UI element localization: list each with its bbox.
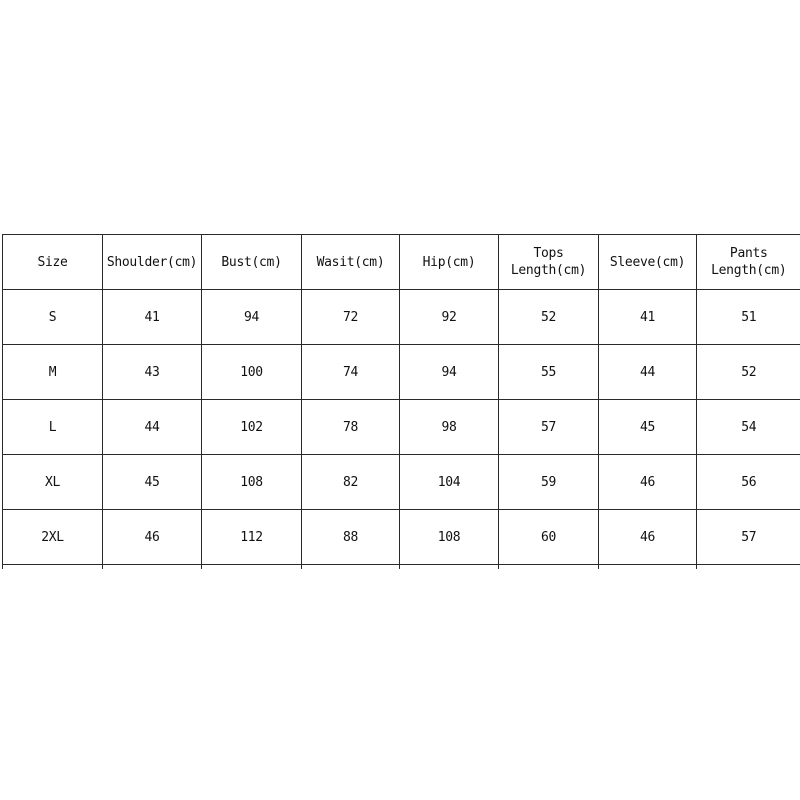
stub-cell — [400, 565, 499, 569]
cell-pants-length: 52 — [697, 345, 800, 400]
cell-sleeve: 41 — [599, 290, 697, 345]
cell-tops-length: 59 — [499, 455, 599, 510]
cell-tops-length: 57 — [499, 400, 599, 455]
cell-waist: 88 — [302, 510, 400, 565]
stub-cell — [697, 565, 800, 569]
cell-shoulder: 46 — [103, 510, 202, 565]
cell-size: M — [3, 345, 103, 400]
cell-bust: 112 — [202, 510, 302, 565]
table-row — [3, 510, 800, 565]
cell-pants-length: 56 — [697, 455, 800, 510]
stub-cell — [103, 565, 202, 569]
header-pants-length: Pants Length(cm) — [697, 235, 800, 290]
cell-pants-length: 51 — [697, 290, 800, 345]
cell-shoulder: 43 — [103, 345, 202, 400]
cell-size: 2XL — [3, 510, 103, 565]
cell-shoulder: 41 — [103, 290, 202, 345]
cell-waist: 72 — [302, 290, 400, 345]
stub-cell — [3, 565, 103, 569]
cell-tops-length: 60 — [499, 510, 599, 565]
stub-cell — [202, 565, 302, 569]
table-body — [3, 290, 800, 569]
cell-bust: 102 — [202, 400, 302, 455]
header-waist: Wasit(cm) — [302, 235, 400, 290]
stub-cell — [499, 565, 599, 569]
cell-hip: 94 — [400, 345, 499, 400]
cell-sleeve: 46 — [599, 510, 697, 565]
cell-sleeve: 44 — [599, 345, 697, 400]
header-sleeve: Sleeve(cm) — [599, 235, 697, 290]
cell-pants-length: 57 — [697, 510, 800, 565]
stub-cell — [302, 565, 400, 569]
cell-sleeve: 45 — [599, 400, 697, 455]
cell-size: XL — [3, 455, 103, 510]
table-row — [3, 455, 800, 510]
cell-tops-length: 55 — [499, 345, 599, 400]
cell-bust: 94 — [202, 290, 302, 345]
cell-bust: 100 — [202, 345, 302, 400]
cell-size: S — [3, 290, 103, 345]
cell-hip: 92 — [400, 290, 499, 345]
table-stub-row — [3, 565, 800, 569]
cell-pants-length: 54 — [697, 400, 800, 455]
cell-shoulder: 45 — [103, 455, 202, 510]
cell-hip: 104 — [400, 455, 499, 510]
header-size: Size — [3, 235, 103, 290]
cell-waist: 78 — [302, 400, 400, 455]
header-hip: Hip(cm) — [400, 235, 499, 290]
cell-shoulder: 44 — [103, 400, 202, 455]
cell-tops-length: 52 — [499, 290, 599, 345]
cell-bust: 108 — [202, 455, 302, 510]
header-shoulder: Shoulder(cm) — [103, 235, 202, 290]
header-tops-length: Tops Length(cm) — [499, 235, 599, 290]
table-row — [3, 345, 800, 400]
table-row — [3, 290, 800, 345]
cell-hip: 108 — [400, 510, 499, 565]
header-row — [3, 235, 800, 290]
cell-sleeve: 46 — [599, 455, 697, 510]
cell-waist: 74 — [302, 345, 400, 400]
cell-hip: 98 — [400, 400, 499, 455]
header-bust: Bust(cm) — [202, 235, 302, 290]
table-row — [3, 400, 800, 455]
stub-cell — [599, 565, 697, 569]
cell-size: L — [3, 400, 103, 455]
cell-waist: 82 — [302, 455, 400, 510]
size-chart-table — [2, 234, 800, 569]
table-header — [3, 235, 800, 290]
